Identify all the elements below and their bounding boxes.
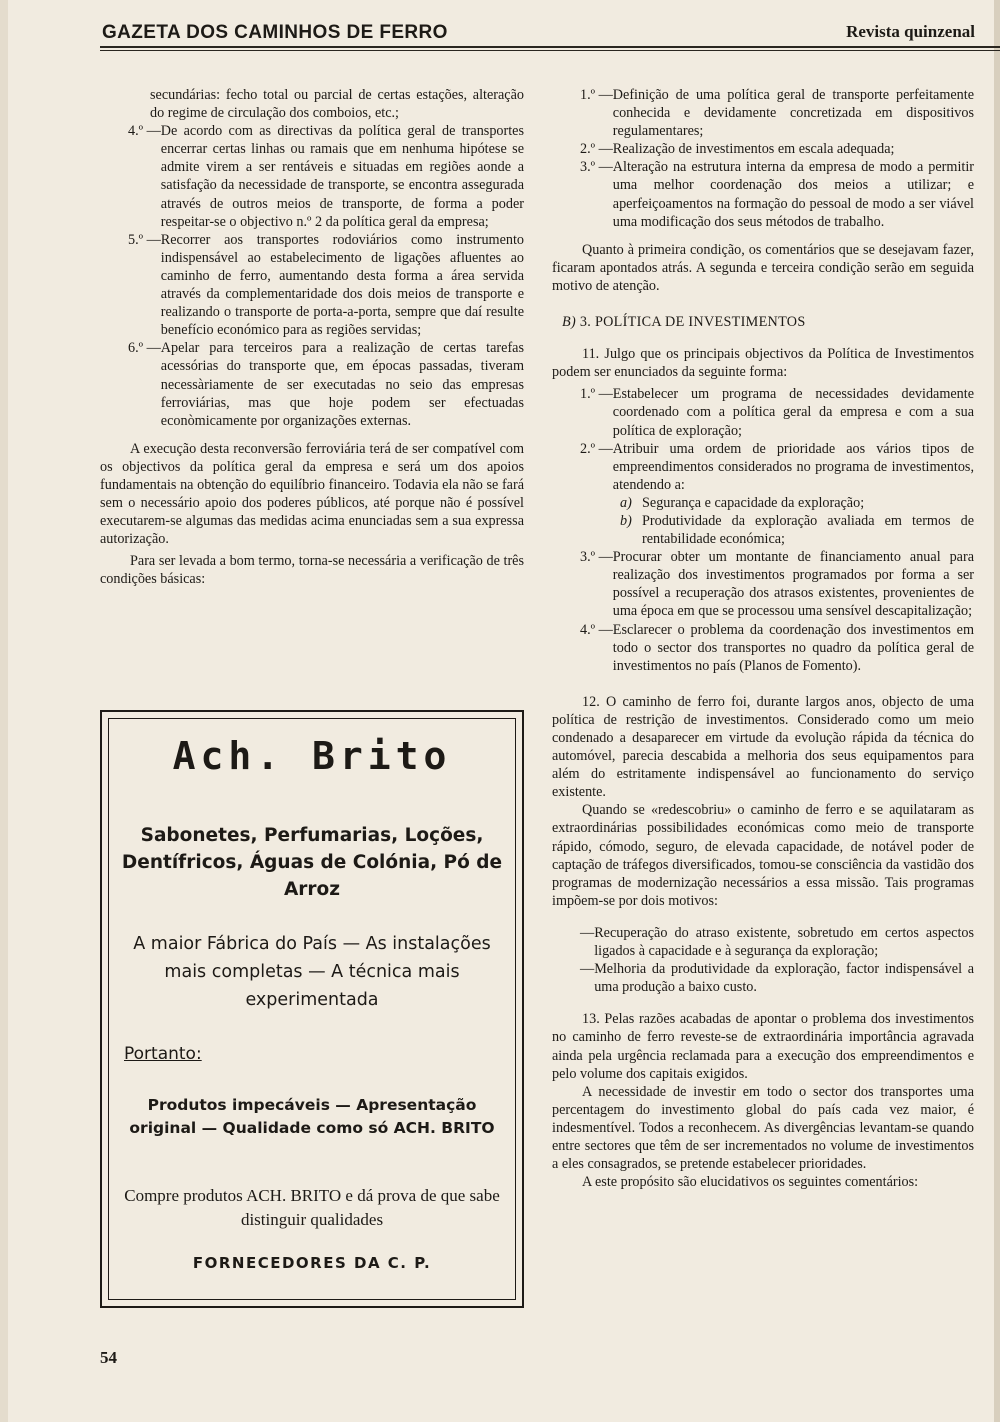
item-text: Esclarecer o problema da coordenação dos investimentos em todo o sector dos transportes no quadro da política geral de investimentos no país (Planos de Fomento). [612, 621, 974, 674]
sub-item-letter: a) [620, 494, 632, 511]
list-item [100, 339, 524, 429]
section-title: 3. POLÍTICA DE INVESTIMENTOS [579, 314, 806, 331]
item-text: Apelar para terceiros para a realização de certas tarefas acessórias do transporte que, em épocas passadas, tiveram necessàriamente de ser executadas no seio das empresas ferroviárias, mas que hoje podem ser efectuadas econòmicamente por organizações externas. [160, 340, 524, 429]
paragraph: Quando se «redescobriu» o caminho de ferro e se aquilataram as extraordinárias possibilidades económicas como meio de transporte rápido, cómodo, seguro, de elevada capacidade, de notável poder de captação de tráfegos diversificados, tomou-se consciência da vastidão dos programas de modernização necessários a essa missão. Tais programas impõem-se por dois motivos: [552, 802, 974, 909]
item-text: Recuperação do atraso existente, sobretudo em certos aspectos ligados à capacidade e à segurança da exploração; [594, 924, 974, 960]
item-number: 2.º — [580, 141, 613, 158]
ad-supplier: FORNECEDORES DA C. P. [192, 1254, 432, 1272]
list-item [552, 158, 974, 230]
paragraph: 12. O caminho de ferro foi, durante largos anos, objecto de uma política de restrição de investimentos. Considerado como um meio condenado a desaparecer em virtude da evolução rápida da técnica do automóvel, parecia descabida a melhoria dos seus equipamentos para além do estritamente indispensável ao funcionamento do serviço existente. [552, 693, 974, 801]
list-item [552, 548, 974, 620]
paragraph: A necessidade de investir em todo o sector dos transportes uma percentagem do investimento global do país cada vez maior, é indesmentível. Todos a reconhecem. As divergências levantam-se quando entre sectores que têm de ser incrementados no volume de investimentos a eles consagrados, se pretende estabelecer prioridades. [552, 1083, 974, 1173]
paragraph: 11. Julgo que os principais objectivos da Política de Investimentos podem ser enunciados da seguinte forma: [552, 346, 974, 381]
item-text: Estabelecer um programa de necessidades devidamente coordenado com a política geral da empresa e com a sua política de exploração; [612, 386, 974, 439]
list-item [552, 960, 974, 996]
page-gutter-shadow [0, 0, 8, 1422]
item-number: 3.º — [580, 549, 613, 566]
item-number: 4.º — [128, 123, 161, 140]
item-number: 2.º — [580, 440, 613, 457]
ad-call-to-action: Compre produtos ACH. BRITO e dá prova de que sabe distinguir qualidades [124, 1186, 500, 1229]
list-item [100, 231, 524, 340]
item-text: Realização de investimentos em escala adequada; [612, 141, 895, 158]
item-number: 1.º — [580, 386, 613, 403]
sub-item-letter: b) [620, 512, 632, 529]
ad-quality-claim: Produtos impecáveis — Apresentação original — Qualidade como só ACH. BRITO [129, 1096, 495, 1137]
list-item [552, 924, 974, 960]
paragraph: 13. Pelas razões acabadas de apontar o problema dos investimentos no caminho de ferro reveste-se de extraordinária importância agravada ainda pela urgência reclamada para a execução dos empreendimentos e pelo volume dos capitais exigidos. [552, 1011, 974, 1082]
journal-subtitle: Revista quinzenal [846, 22, 975, 41]
ad-portanto: Portanto: [124, 1044, 202, 1064]
item-number: 1.º — [580, 87, 613, 103]
header-rule-thin [100, 50, 1000, 51]
page-header [100, 18, 975, 48]
paragraph: A este propósito são elucidativos os seguintes comentários: [582, 1174, 919, 1191]
header-rule [100, 46, 1000, 48]
sub-item-text: Segurança e capacidade da exploração; [642, 494, 865, 511]
list-item [552, 140, 974, 158]
section-heading [552, 313, 974, 331]
item-number: — [580, 924, 595, 941]
item-text: Procurar obter um montante de financiamento anual para realização dos investimentos programados por forma a ser possível a recuperação dos atrasos existentes, provenientes de uma época em que se processou uma sensível descapitalização; [612, 549, 974, 620]
ad-brand-name: Ach. Brito [172, 734, 452, 778]
sub-item [552, 512, 974, 548]
list-item [552, 621, 974, 675]
journal-title: GAZETA DOS CAMINHOS DE FERRO [102, 22, 448, 43]
advertisement-box [100, 710, 524, 1308]
sub-item-text: Produtividade da exploração avaliada em termos de rentabilidade económica; [642, 512, 974, 548]
page-edge [994, 0, 1000, 1422]
item-number: — [580, 961, 595, 978]
item-number: 6.º — [128, 340, 161, 357]
list-item [552, 86, 974, 140]
list-item [552, 440, 974, 494]
item-text: Atribuir uma ordem de prioridade aos vários tipos de empreendimentos considerados no programa de investimentos, atendendo a: [612, 440, 974, 493]
continued-item-text: secundárias: fecho total ou parcial de certas estações, alteração do regime de circulação dos comboios, etc.; [150, 87, 524, 122]
item-text: Recorrer aos transportes rodoviários como instrumento indispensável ao estabelecimento de ligações afluentes ao caminho de ferro, aumentando desta forma a área servida através da complementaridade dos dois meios de transporte e realizando o transporte de porta-a-porta, sempre que daí resulte benefício económico para as regiões servidas; [160, 231, 524, 339]
item-text: Alteração na estrutura interna da empresa de modo a permitir uma melhor coordenação dos meios a utilizar; e aperfeiçoamentos na formação do pessoal de modo a ser viável uma modificação dos seus métodos de trabalho. [612, 159, 974, 230]
item-text: Melhoria da produtividade da exploração, factor indispensável a uma produção a baixo custo. [594, 961, 974, 996]
left-column [100, 86, 524, 589]
item-text: Definição de uma política geral de transporte perfeitamente conhecida e devidamente concretizada em dispositivos regulamentares; [612, 87, 974, 140]
item-number: 5.º — [128, 231, 161, 248]
section-letter: B) [562, 314, 576, 331]
list-item [552, 385, 974, 439]
item-text: De acordo com as directivas da política geral de transportes encerrar certas linhas ou ramais que em nenhuma hipótese se admite virem a ser rentáveis e situadas em regiões aonde a satisfação da necessidade de transporte, se encontra assegurada através de outros meios de transporte, de forma a poder respeitar-se o objectivo n.º 2 da política geral da empresa; [160, 123, 524, 230]
item-number: 3.º — [580, 159, 613, 176]
page-number: 54 [100, 1348, 117, 1367]
ad-factory-claim: A maior Fábrica do País — As instalações mais completas — A técnica mais experimentada [133, 934, 491, 1010]
item-number: 4.º — [580, 621, 613, 638]
ad-products: Sabonetes, Perfumarias, Loções, Dentífricos, Águas de Colónia, Pó de Arroz [121, 825, 503, 900]
list-item [100, 122, 524, 231]
paragraph: Para ser levada a bom termo, torna-se necessária a verificação de três condições básicas: [100, 553, 524, 588]
paragraph: Quanto à primeira condição, os comentários que se desejavam fazer, ficaram apontados atrás. A segunda e terceira condição serão em seguida motivo de atenção. [552, 241, 974, 294]
paragraph: A execução desta reconversão ferroviária terá de ser compatível com os objectivos da política geral da empresa e será um dos apoios fundamentais na obtenção do equilíbrio financeiro. Todavia ela não se fará sem o necessário apoio dos poderes públicos, até porque não é possível executarem-se algumas das medidas acima enunciadas sem a sua expressa autorização. [100, 440, 524, 548]
right-column [552, 86, 974, 1191]
sub-item [552, 494, 974, 512]
